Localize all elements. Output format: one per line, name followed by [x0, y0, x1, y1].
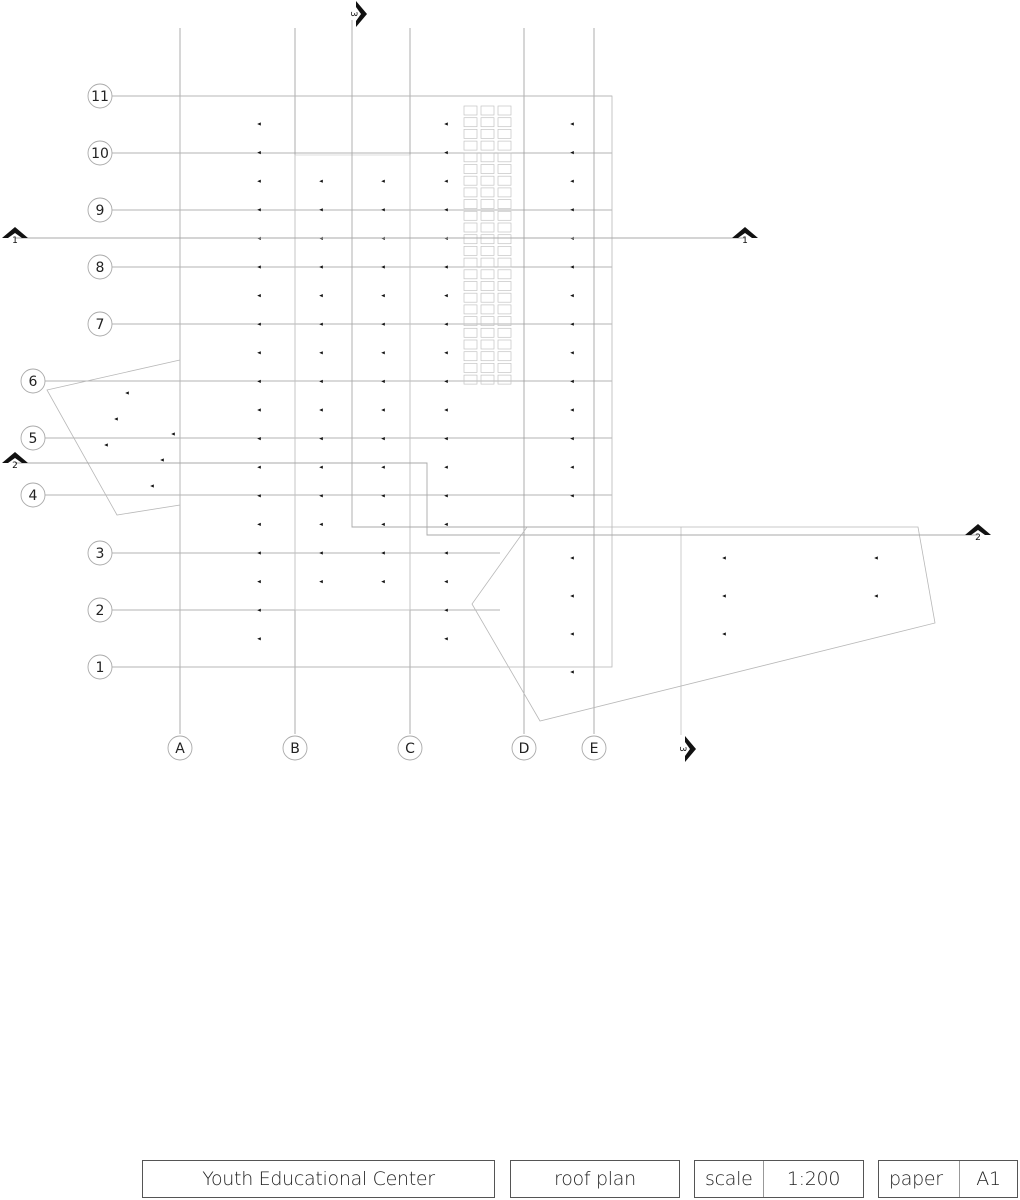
drain-marker: [381, 265, 385, 268]
drain-marker: [444, 294, 448, 297]
solar-panel: [464, 106, 477, 115]
solar-panel: [464, 293, 477, 302]
drain-marker: [570, 408, 574, 411]
drain-marker: [444, 609, 448, 612]
solar-panel: [481, 282, 494, 291]
grid-bubble-b-label: B: [290, 741, 300, 757]
grid-bubble-9: [88, 198, 112, 222]
drain-marker: [381, 437, 385, 440]
drain-marker: [444, 437, 448, 440]
grid-bubble-8-label: 8: [95, 260, 105, 276]
drain-marker: [381, 551, 385, 554]
drain-marker: [257, 551, 261, 554]
solar-panel: [498, 118, 511, 127]
solar-panel: [464, 165, 477, 174]
drain-marker: [319, 437, 323, 440]
drain-marker: [444, 323, 448, 326]
solar-panel: [498, 282, 511, 291]
solar-panel: [498, 223, 511, 232]
solar-panel: [464, 200, 477, 209]
grid-bubble-3: [88, 541, 112, 565]
solar-panel: [464, 153, 477, 162]
drain-marker: [319, 551, 323, 554]
drain-marker: [444, 551, 448, 554]
drain-marker: [257, 294, 261, 297]
drain-marker: [444, 180, 448, 183]
drain-marker: [319, 380, 323, 383]
grid-bubble-b: [283, 736, 307, 760]
solar-panel: [481, 305, 494, 314]
solar-panel: [498, 106, 511, 115]
main-roof-outline: [180, 96, 612, 667]
drain-marker: [444, 580, 448, 583]
section-marker-1-left: [2, 227, 28, 246]
drain-marker: [570, 151, 574, 154]
project-title: Youth Educational Center: [202, 1168, 435, 1190]
solar-panel: [481, 211, 494, 220]
solar-panel: [481, 223, 494, 232]
drain-marker: [722, 632, 726, 635]
drain-marker: [381, 380, 385, 383]
solar-panel: [481, 118, 494, 127]
solar-panel: [498, 211, 511, 220]
drain-marker: [319, 351, 323, 354]
solar-panel: [481, 153, 494, 162]
drain-marker: [570, 594, 574, 597]
drain-marker: [570, 670, 574, 673]
drain-marker: [444, 208, 448, 211]
solar-panel: [464, 188, 477, 197]
drain-marker: [319, 523, 323, 526]
solar-panel: [498, 258, 511, 267]
solar-panel: [498, 129, 511, 138]
paper-value: A1: [976, 1168, 1001, 1190]
solar-panel: [498, 375, 511, 384]
solar-panel: [498, 270, 511, 279]
grid-bubble-2-label: 2: [95, 603, 105, 619]
solar-panel: [464, 211, 477, 220]
drain-marker: [114, 417, 118, 420]
solar-panel: [481, 270, 494, 279]
drain-marker: [570, 294, 574, 297]
sheet-title: roof plan: [554, 1168, 636, 1190]
building-outlines: [47, 96, 935, 735]
sheet-title-box: [510, 1160, 680, 1198]
solar-panel: [498, 246, 511, 255]
grid-bubble-4-label: 4: [28, 488, 38, 504]
drain-marker: [444, 265, 448, 268]
drain-marker: [874, 556, 878, 559]
solar-panel: [481, 258, 494, 267]
roof-drain-markers: [104, 122, 878, 673]
solar-panel: [464, 246, 477, 255]
grid-bubble-5-label: 5: [28, 431, 38, 447]
drain-marker: [319, 208, 323, 211]
drain-marker: [257, 151, 261, 154]
drain-marker: [722, 556, 726, 559]
drain-marker: [257, 580, 261, 583]
paper-label: paper: [879, 1161, 960, 1197]
grid-bubble-5: [21, 426, 45, 450]
section-marker-2-left: [2, 452, 28, 471]
solar-panel: [464, 375, 477, 384]
drain-marker: [257, 637, 261, 640]
drain-marker: [381, 180, 385, 183]
drain-marker: [570, 265, 574, 268]
grid-lines: [45, 28, 612, 734]
drain-marker: [444, 408, 448, 411]
drain-marker: [257, 180, 261, 183]
solar-panel: [498, 328, 511, 337]
solar-panel: [481, 188, 494, 197]
grid-bubble-a: [168, 736, 192, 760]
drain-marker: [570, 122, 574, 125]
section-marker-3-top-label: 3: [348, 11, 358, 17]
drain-marker: [381, 523, 385, 526]
solar-panel: [481, 235, 494, 244]
drain-marker: [257, 466, 261, 469]
drain-marker: [319, 408, 323, 411]
paper-box: [878, 1160, 1018, 1198]
drain-marker: [570, 437, 574, 440]
solar-panel: [464, 141, 477, 150]
drain-marker: [171, 432, 175, 435]
grid-bubble-11-label: 11: [91, 89, 109, 105]
drain-marker: [444, 466, 448, 469]
drain-marker: [381, 351, 385, 354]
east-wing-outline: [472, 527, 935, 721]
grid-bubble-7: [88, 312, 112, 336]
section-marker-1-right: [732, 227, 758, 246]
drain-marker: [444, 122, 448, 125]
scale-label: scale: [695, 1161, 764, 1197]
solar-panel: [498, 340, 511, 349]
scale-box: [694, 1160, 864, 1198]
drain-marker: [319, 466, 323, 469]
drain-marker: [104, 443, 108, 446]
section-marker-2-right: [965, 524, 991, 543]
solar-panel: [498, 200, 511, 209]
drain-marker: [257, 265, 261, 268]
solar-panel: [481, 328, 494, 337]
grid-bubble-d: [512, 736, 536, 760]
solar-panel: [481, 106, 494, 115]
drain-marker: [319, 294, 323, 297]
drain-marker: [257, 351, 261, 354]
solar-panel: [498, 153, 511, 162]
section-marker-3-bottom-label: 3: [677, 746, 687, 752]
drain-marker: [570, 208, 574, 211]
solar-panel: [481, 363, 494, 372]
solar-panel: [481, 340, 494, 349]
solar-panel: [481, 141, 494, 150]
drain-marker: [570, 180, 574, 183]
drain-marker: [257, 323, 261, 326]
grid-bubble-10-label: 10: [91, 146, 109, 162]
drain-marker: [125, 391, 129, 394]
solar-panel: [464, 328, 477, 337]
drain-marker: [257, 408, 261, 411]
solar-panel: [498, 176, 511, 185]
solar-panel: [481, 293, 494, 302]
drain-marker: [381, 580, 385, 583]
solar-panel: [481, 200, 494, 209]
drain-marker: [570, 556, 574, 559]
drain-marker: [257, 122, 261, 125]
drain-marker: [257, 609, 261, 612]
grid-bubble-d-label: D: [518, 741, 530, 757]
drain-marker: [444, 380, 448, 383]
section-markers: [2, 1, 991, 762]
drain-marker: [150, 484, 154, 487]
solar-panel: [464, 352, 477, 361]
drain-marker: [444, 523, 448, 526]
grid-bubble-11: [88, 84, 112, 108]
drain-marker: [570, 323, 574, 326]
grid-bubble-10: [88, 141, 112, 165]
solar-panel: [464, 363, 477, 372]
solar-panel: [464, 235, 477, 244]
solar-panel: [464, 176, 477, 185]
drain-marker: [381, 466, 385, 469]
drain-marker: [722, 594, 726, 597]
solar-panel: [498, 352, 511, 361]
solar-panel: [498, 141, 511, 150]
solar-panel: [481, 176, 494, 185]
solar-panel: [464, 129, 477, 138]
solar-panel: [464, 282, 477, 291]
drain-marker: [570, 380, 574, 383]
drain-marker: [160, 458, 164, 461]
scale-value: 1:200: [786, 1168, 841, 1190]
section-marker-1-left-label: 1: [12, 236, 18, 246]
grid-bubble-6: [21, 369, 45, 393]
drain-marker: [319, 580, 323, 583]
drain-marker: [381, 208, 385, 211]
grid-bubble-3-label: 3: [95, 546, 105, 562]
grid-bubble-9-label: 9: [95, 203, 105, 219]
project-title-box: [142, 1160, 495, 1198]
grid-bubble-e: [582, 736, 606, 760]
grid-bubble-1-label: 1: [95, 660, 105, 676]
solar-panel-array: [464, 106, 511, 384]
atrium-outline: [295, 155, 410, 610]
grid-bubble-6-label: 6: [28, 374, 38, 390]
drain-marker: [444, 151, 448, 154]
grid-bubble-4: [21, 483, 45, 507]
drain-marker: [381, 323, 385, 326]
west-wing-outline: [47, 360, 180, 515]
solar-panel: [498, 363, 511, 372]
section-marker-3-top: [348, 1, 367, 27]
solar-panel: [464, 258, 477, 267]
solar-panel: [481, 129, 494, 138]
section-marker-1-right-label: 1: [742, 236, 748, 246]
solar-panel: [464, 118, 477, 127]
solar-panel: [498, 235, 511, 244]
drain-marker: [444, 351, 448, 354]
solar-panel: [498, 188, 511, 197]
solar-panel: [464, 223, 477, 232]
drain-marker: [257, 208, 261, 211]
drain-marker: [444, 637, 448, 640]
solar-panel: [498, 293, 511, 302]
drain-marker: [381, 294, 385, 297]
drain-marker: [874, 594, 878, 597]
grid-bubble-e-label: E: [589, 741, 599, 757]
solar-panel: [464, 270, 477, 279]
grid-bubbles: [21, 84, 606, 760]
drain-marker: [570, 632, 574, 635]
grid-bubble-2: [88, 598, 112, 622]
drain-marker: [381, 408, 385, 411]
drain-marker: [319, 180, 323, 183]
grid-bubble-a-label: A: [175, 741, 185, 757]
solar-panel: [481, 375, 494, 384]
solar-panel: [498, 305, 511, 314]
drain-marker: [319, 323, 323, 326]
grid-bubble-8: [88, 255, 112, 279]
section-marker-2-right-label: 2: [975, 533, 981, 543]
solar-panel: [464, 305, 477, 314]
grid-bubble-c: [398, 736, 422, 760]
solar-panel: [481, 352, 494, 361]
section-marker-2-left-label: 2: [12, 461, 18, 471]
drain-marker: [257, 523, 261, 526]
drain-marker: [570, 466, 574, 469]
section-lines: [15, 20, 978, 535]
section-line-2: [15, 463, 978, 535]
solar-panel: [464, 340, 477, 349]
drain-marker: [257, 380, 261, 383]
grid-bubble-1: [88, 655, 112, 679]
drain-marker: [570, 351, 574, 354]
section-marker-3-bottom: [677, 736, 696, 762]
solar-panel: [481, 246, 494, 255]
grid-bubble-7-label: 7: [95, 317, 105, 333]
solar-panel: [481, 165, 494, 174]
solar-panel: [498, 165, 511, 174]
drain-marker: [319, 265, 323, 268]
grid-bubble-c-label: C: [405, 741, 415, 757]
drain-marker: [257, 437, 261, 440]
